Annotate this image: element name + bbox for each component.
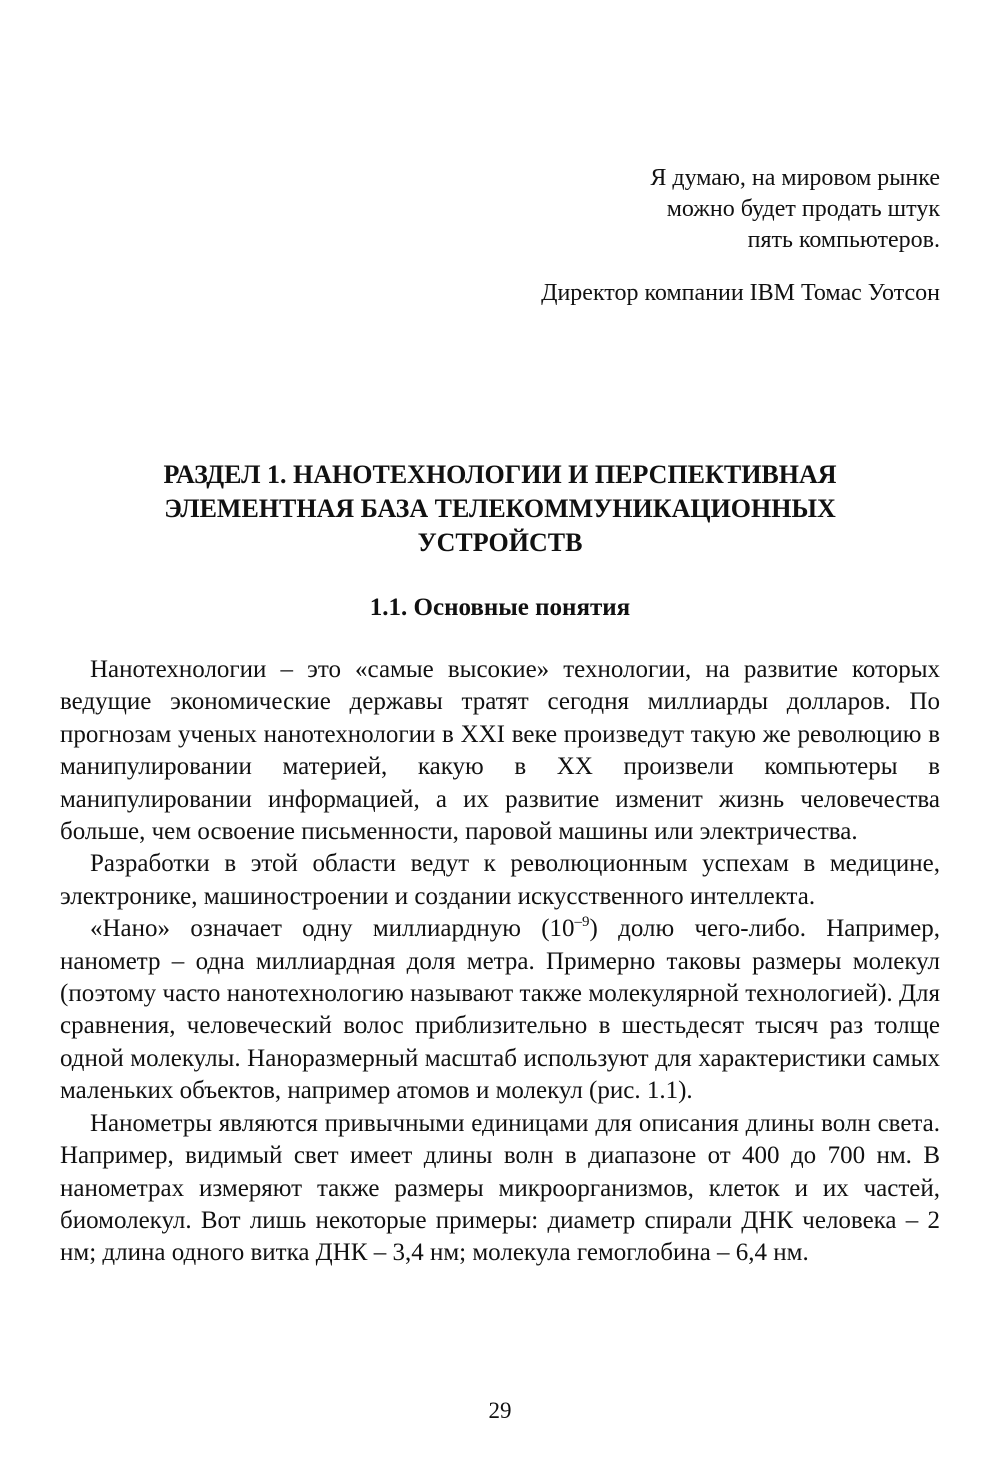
epigraph [650, 163, 940, 256]
paragraph [60, 913, 940, 1107]
subsection-title: 1.1. Основные понятия [369, 594, 631, 621]
exponent: –9 [574, 914, 590, 931]
epigraph-line: можно будет продать штук [666, 196, 940, 222]
paragraph: Нанометры являются привычными единицами для описания длины волн света. Например, видимый свет имеет длины волн в диапазоне от 400 до 700 нм. В нанометрах измеряют также размеры микроорганизмов, клеток и их частей, биомолекул. Вот лишь некоторые примеры: диаметр спирали ДНК человека – 2 нм; длина одного витка ДНК – 3,4 нм; молекула гемоглобина – 6,4 нм. [60, 1109, 940, 1267]
paragraph-text: «Нано» означает одну миллиардную (10 [90, 915, 575, 943]
section-title-line: РАЗДЕЛ 1. НАНОТЕХНОЛОГИИ И ПЕРСПЕКТИВНАЯ [163, 460, 837, 489]
paragraph-text: ) долю чего-либо. Например, нанометр – одна миллиардная доля метра. Примерно таковы размеры молекул (поэтому часто нанотехнологию называют также молекулярной технологией). Для сравнения, человеческий волос приблизительно в шестьдесят тысяч раз толще одной молекулы. Наноразмерный масштаб используют для характеристики самых маленьких объектов, например атомов и молекул (рис. 1.1). [60, 915, 940, 1105]
section-title-line: УСТРОЙСТВ [417, 528, 583, 557]
paragraph: Нанотехнологии – это «самые высокие» технологии, на развитие которых ведущие экономические державы тратят сегодня миллиарды долларов. По прогнозам ученых нанотехнологии в XXI веке произведут такую же революцию в манипулировании материей, какую в XX произвели компьютеры в манипулировании информацией, а их развитие изменит жизнь человечества больше, чем освоение письменности, паровой машины или электричества. [60, 656, 940, 846]
page-number: 29 [488, 1398, 512, 1423]
section-title [60, 458, 940, 560]
body-text [60, 654, 940, 1270]
section-title-line: ЭЛЕМЕНТНАЯ БАЗА ТЕЛЕКОММУНИКАЦИОННЫХ [164, 494, 836, 523]
epigraph-author: Директор компании IBM Томас Уотсон [541, 280, 940, 306]
epigraph-line: пять компьютеров. [747, 227, 940, 253]
epigraph-line: Я думаю, на мировом рынке [650, 165, 940, 191]
paragraph: Разработки в этой области ведут к революционным успехам в медицине, электронике, машиностроении и создании искусственного интеллекта. [60, 850, 940, 910]
